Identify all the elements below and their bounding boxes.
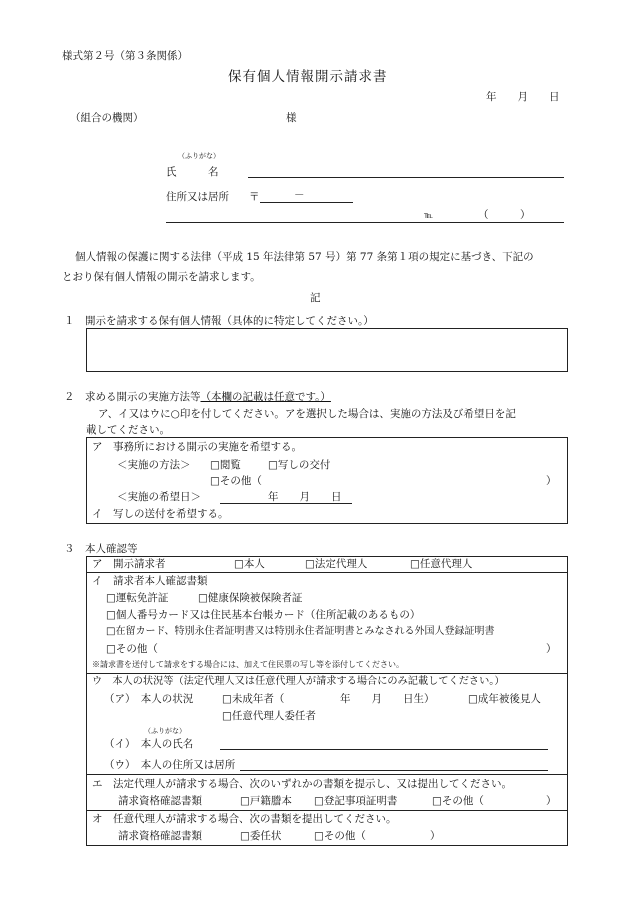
- id-mynumber-checkbox[interactable]: □個人番号カード又は住民基本台帳カード（住所記載のあるもの）: [106, 609, 421, 621]
- section2-option-a[interactable]: ア 事務所における開示の実施を希望する。: [92, 441, 302, 453]
- wish-date-label: ＜実施の希望日＞: [117, 491, 201, 503]
- tel-label: ℡: [424, 211, 434, 221]
- address-label: 住所又は居所: [166, 191, 229, 203]
- intro-line-1: 個人情報の保護に関する法律（平成 15 年法律第 57 号）第 77 条第１項の規定に基づき、下記の: [75, 251, 534, 263]
- person-address-field[interactable]: [240, 770, 548, 771]
- person-furigana-label: （ふりがな）: [144, 727, 186, 735]
- id-other-checkbox[interactable]: □その他（: [106, 643, 158, 655]
- section2-heading-note: （本欄の記載は任意です。）: [200, 391, 331, 403]
- method-other-checkbox[interactable]: □その他（: [210, 475, 262, 487]
- person-status-heading: ウ 本人の状況等（法定代理人又は任意代理人が請求する場合にのみ記載してください。）: [92, 676, 505, 687]
- section2-heading-text: ２ 求める開示の実施方法等: [64, 391, 201, 403]
- legal-docs-label: エ 法定代理人が請求する場合、次のいずれかの書類を提示し、又は提出してください。: [92, 778, 512, 790]
- section2-heading: [64, 392, 331, 403]
- status-birthdate[interactable]: 年 月 日生）: [340, 693, 435, 705]
- date-field[interactable]: 年 月 日: [486, 91, 560, 103]
- postal-code-field[interactable]: [260, 202, 353, 203]
- section2-option-i[interactable]: イ 写しの送付を希望する。: [92, 508, 229, 520]
- section2-instruction-2: 載してください。: [86, 424, 170, 436]
- addressee-label: （組合の機関）: [70, 112, 144, 124]
- proxy-letter-checkbox[interactable]: □委任状: [240, 830, 282, 842]
- section3-divider-4: [86, 810, 568, 811]
- id-note: ※請求書を送付して請求をする場合には、加えて住民票の写し等を添付してください。: [92, 660, 404, 669]
- method-copy-checkbox[interactable]: □写しの交付: [268, 459, 331, 471]
- proxy-other-checkbox[interactable]: □その他（: [314, 830, 366, 842]
- id-docs-label: イ 請求者本人確認書類: [92, 575, 208, 587]
- section3-heading: ３ 本人確認等: [64, 543, 138, 555]
- section1-info-box[interactable]: [86, 328, 568, 372]
- legal-koseki-checkbox[interactable]: □戸籍謄本: [240, 795, 292, 807]
- legal-other-checkbox[interactable]: □その他（: [432, 795, 484, 807]
- method-etsuran-checkbox[interactable]: □閲覧: [210, 459, 241, 471]
- legal-other-close: ）: [546, 795, 557, 807]
- tel-field[interactable]: （ ）: [478, 209, 531, 221]
- section3-divider-1: [86, 572, 568, 573]
- wish-date-underline: [220, 503, 352, 504]
- form-number: 様式第２号（第３条関係）: [62, 50, 188, 62]
- addressee-sama: 様: [286, 112, 297, 124]
- method-other-close: ）: [546, 475, 557, 487]
- person-name-label: （イ） 本人の氏名: [104, 738, 194, 750]
- requester-legal-checkbox[interactable]: □法定代理人: [305, 558, 368, 570]
- person-status-label: （ア） 本人の状況: [104, 693, 194, 705]
- postal-mark: 〒: [249, 191, 260, 203]
- person-address-label: （ウ） 本人の住所又は居所: [104, 759, 236, 771]
- id-other-close: ）: [546, 643, 557, 655]
- section3-divider-2: [86, 673, 568, 674]
- person-name-field[interactable]: [220, 749, 548, 750]
- proxy-other-close: ）: [430, 830, 441, 842]
- address-field[interactable]: [166, 222, 564, 223]
- id-license-checkbox[interactable]: □運転免許証: [106, 592, 169, 604]
- id-residence-checkbox[interactable]: □在留カード、特別永住者証明書又は特別永住者証明書とみなされる外国人登録証明書: [106, 626, 495, 637]
- method-label: ＜実施の方法＞: [117, 459, 191, 471]
- section3-divider-3: [86, 774, 568, 775]
- requester-type-label: ア 開示請求者: [92, 558, 166, 570]
- status-guardian-checkbox[interactable]: □成年被後見人: [468, 693, 541, 705]
- requester-self-checkbox[interactable]: □本人: [234, 558, 265, 570]
- id-insurance-checkbox[interactable]: □健康保険被保険者証: [198, 592, 303, 604]
- requester-volunteer-checkbox[interactable]: □任意代理人: [410, 558, 473, 570]
- proxy-docs-caption: 請求資格確認書類: [118, 830, 202, 842]
- postal-dash: －: [294, 189, 305, 201]
- intro-line-2: とおり保有個人情報の開示を請求します。: [62, 271, 261, 283]
- legal-touki-checkbox[interactable]: □登記事項証明書: [314, 795, 398, 807]
- name-label: 氏 名: [166, 166, 219, 178]
- legal-docs-caption: 請求資格確認書類: [118, 795, 202, 807]
- status-minor-checkbox[interactable]: □未成年者（: [222, 693, 285, 705]
- wish-date-field[interactable]: 年 月 日: [268, 491, 342, 503]
- proxy-docs-label: オ 任意代理人が請求する場合、次の書類を提出してください。: [92, 813, 397, 825]
- page-title: 保有個人情報開示請求書: [228, 69, 388, 85]
- furigana-label: （ふりがな）: [178, 152, 220, 160]
- section1-heading: １ 開示を請求する保有個人情報（具体的に特定してください。）: [64, 315, 374, 327]
- name-field[interactable]: [248, 177, 564, 178]
- ki-heading: 記: [310, 292, 321, 304]
- status-delegator-checkbox[interactable]: □任意代理人委任者: [222, 710, 316, 722]
- section2-instruction-1: ア、イ又はウに○印を付してください。アを選択した場合は、実施の方法及び希望日を記: [98, 408, 516, 420]
